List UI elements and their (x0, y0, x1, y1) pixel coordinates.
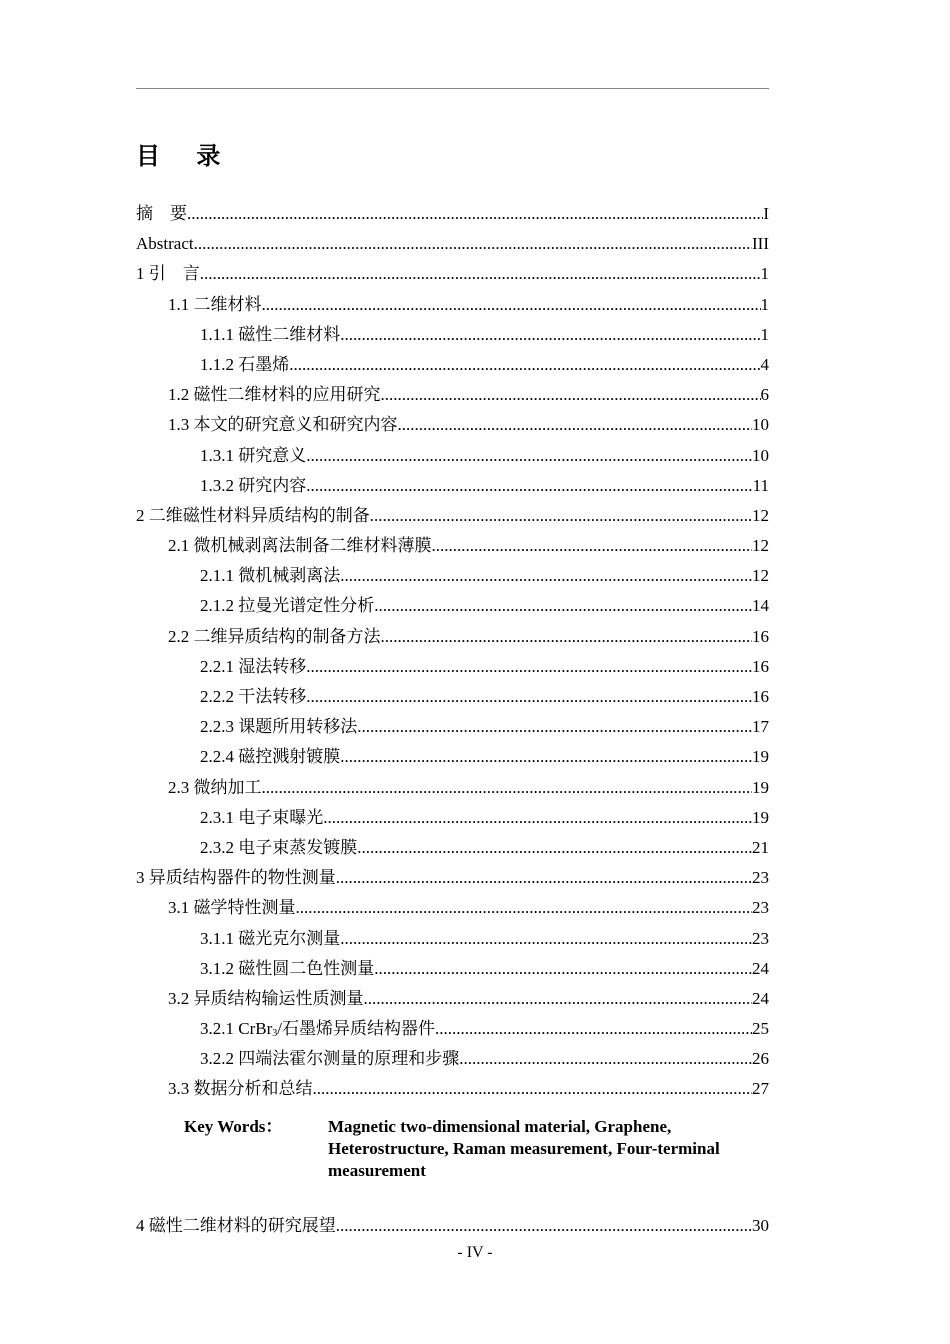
dot-leader (296, 893, 753, 923)
dot-leader (262, 290, 761, 320)
dot-leader (336, 863, 752, 893)
table-of-contents (136, 199, 769, 1105)
toc-entry-page: 1 (760, 324, 769, 344)
toc-entry[interactable] (136, 924, 769, 954)
toc-entry-label: 2.3.1 电子束曝光 (200, 807, 324, 827)
keywords-text: Magnetic two-dimensional material, Graphene, Heterostructure, Raman measurement, Four-terminal measurement (328, 1117, 720, 1180)
dot-leader (336, 1211, 752, 1241)
dot-leader (435, 1014, 752, 1044)
toc-entry-label: 1.1 二维材料 (168, 294, 262, 314)
dot-leader (340, 742, 752, 772)
toc-entry-page: 6 (760, 385, 769, 405)
dot-leader (194, 229, 752, 259)
toc-entry[interactable] (136, 622, 769, 652)
keywords-label: Key Words： (184, 1117, 283, 1136)
toc-entry-page: 19 (752, 807, 769, 827)
toc-entry-page: 11 (752, 475, 769, 495)
toc-entry-label: 1.3 本文的研究意义和研究内容 (168, 415, 398, 435)
toc-entry[interactable] (136, 591, 769, 621)
toc-entry-label-part: 3.2.1 CrBr (200, 1019, 273, 1039)
dot-leader (323, 803, 752, 833)
toc-entry-page: 12 (752, 505, 769, 525)
toc-entry-page: 17 (752, 717, 769, 737)
dot-leader (357, 712, 752, 742)
toc-entry-page: 26 (752, 1049, 769, 1069)
toc-entry-page: 12 (752, 566, 769, 586)
toc-entry[interactable] (136, 863, 769, 893)
toc-entry[interactable] (136, 471, 769, 501)
toc-entry[interactable] (136, 1074, 769, 1104)
toc-entry[interactable] (136, 773, 769, 803)
dot-leader (374, 591, 752, 621)
dot-leader (357, 833, 752, 863)
toc-entry-label: 2 二维磁性材料异质结构的制备 (136, 505, 370, 525)
toc-entry-label: 3.3 数据分析和总结 (168, 1079, 313, 1099)
toc-entry-label: 2.1 微机械剥离法制备二维材料薄膜 (168, 536, 432, 556)
toc-entry-page: 24 (752, 988, 769, 1008)
toc-entry[interactable] (136, 712, 769, 742)
toc-entry-label: 1.3.1 研究意义 (200, 445, 307, 465)
toc-entry-label: 4 磁性二维材料的研究展望 (136, 1216, 336, 1235)
dot-leader (374, 954, 752, 984)
toc-entry-page: 24 (752, 958, 769, 978)
toc-entry-last[interactable] (136, 1211, 769, 1241)
toc-entry[interactable] (136, 501, 769, 531)
toc-entry-page: III (752, 234, 769, 254)
toc-entry-page: 4 (760, 354, 769, 374)
toc-entry-page: 23 (752, 868, 769, 888)
toc-entry[interactable] (136, 652, 769, 682)
toc-entry-label: 1.1.1 磁性二维材料 (200, 324, 341, 344)
toc-entry-page: 14 (752, 596, 769, 616)
toc-entry[interactable] (136, 833, 769, 863)
toc-entry-page: 16 (752, 687, 769, 706)
toc-entry-label: 2.2.2 干法转移 (200, 687, 307, 706)
toc-entry-label-part: /石墨烯异质结构器件 (277, 1019, 435, 1039)
dot-leader (306, 682, 752, 712)
toc-entry[interactable] (136, 984, 769, 1014)
toc-entry-page: 19 (752, 747, 769, 767)
dot-leader (340, 561, 752, 591)
toc-entry-page: 16 (752, 626, 769, 646)
toc-entry-page: 1 (760, 294, 769, 314)
toc-entry[interactable] (136, 320, 769, 350)
toc-entry[interactable] (136, 410, 769, 440)
dot-leader (306, 471, 752, 501)
toc-entry-label: 1.3.2 研究内容 (200, 475, 307, 495)
toc-entry-label: 2.2.3 课题所用转移法 (200, 717, 358, 737)
toc-entry-page: 25 (752, 1019, 769, 1039)
toc-entry[interactable] (136, 380, 769, 410)
toc-entry-label: 2.2.1 湿法转移 (200, 656, 307, 676)
toc-entry[interactable] (136, 682, 769, 712)
toc-entry[interactable] (136, 199, 769, 229)
dot-leader (200, 259, 761, 289)
toc-entry-page: 12 (752, 536, 769, 556)
toc-entry-page: 10 (752, 445, 769, 465)
toc-entry-label: 2.3 微纳加工 (168, 777, 262, 797)
toc-entry-label: 摘 要 (136, 204, 187, 223)
dot-leader (340, 320, 760, 350)
toc-entry-label: 1.2 磁性二维材料的应用研究 (168, 385, 381, 405)
toc-entry-label: 1.1.2 石墨烯 (200, 354, 290, 374)
dot-leader (262, 773, 753, 803)
toc-entry[interactable] (136, 561, 769, 591)
toc-entry[interactable] (136, 350, 769, 380)
dot-leader (398, 410, 753, 440)
toc-entry[interactable] (136, 259, 769, 289)
dot-leader (313, 1074, 753, 1104)
toc-entry-page: 23 (752, 898, 769, 918)
toc-entry-page: 23 (752, 928, 769, 948)
subscript: 3 (272, 1028, 278, 1040)
toc-entry-label: 3 异质结构器件的物性测量 (136, 868, 336, 888)
toc-entry-page: 1 (760, 264, 769, 284)
dot-leader (306, 652, 752, 682)
dot-leader (381, 380, 761, 410)
toc-entry-label: 2.2 二维异质结构的制备方法 (168, 626, 381, 646)
toc-entry-page: I (763, 204, 769, 223)
toc-entry[interactable] (136, 441, 769, 471)
toc-entry-label: 2.1.1 微机械剥离法 (200, 566, 341, 586)
toc-entry-label: 2.1.2 拉曼光谱定性分析 (200, 596, 375, 616)
toc-entry[interactable] (136, 290, 769, 320)
dot-leader (306, 441, 752, 471)
toc-entry-page: 10 (752, 415, 769, 435)
dot-leader (187, 199, 763, 229)
toc-entry-label: 3.1.1 磁光克尔测量 (200, 928, 341, 948)
toc-entry[interactable] (136, 742, 769, 772)
header-rule (136, 88, 769, 89)
toc-entry-label: 2.3.2 电子束蒸发镀膜 (200, 837, 358, 857)
toc-entry-label: Abstract (136, 234, 194, 254)
page-number: - IV - (457, 1244, 493, 1261)
toc-entry-page: 30 (752, 1216, 769, 1235)
dot-leader (381, 622, 753, 652)
toc-entry-label: 3.2.2 四端法霍尔测量的原理和步骤 (200, 1049, 460, 1069)
toc-entry[interactable] (136, 229, 769, 259)
toc-entry[interactable] (136, 803, 769, 833)
toc-entry-page: 21 (752, 837, 769, 857)
dot-leader (432, 531, 753, 561)
toc-entry-label: 1 引 言 (136, 264, 200, 284)
toc-entry-label: 3.2 异质结构输运性质测量 (168, 988, 364, 1008)
toc-entry-page: 16 (752, 656, 769, 676)
toc-entry[interactable] (136, 531, 769, 561)
toc-entry[interactable] (136, 954, 769, 984)
toc-entry-page: 27 (752, 1079, 769, 1099)
dot-leader (340, 924, 752, 954)
toc-entry-page: 19 (752, 777, 769, 797)
toc-title: 目 录 (136, 142, 235, 170)
toc-entry[interactable] (136, 893, 769, 923)
dot-leader (289, 350, 760, 380)
dot-leader (459, 1044, 752, 1074)
toc-entry-label: 3.1.2 磁性圆二色性测量 (200, 958, 375, 978)
dot-leader (370, 501, 752, 531)
toc-entry[interactable] (136, 1014, 769, 1044)
dot-leader (364, 984, 753, 1014)
toc-entry-label: 3.1 磁学特性测量 (168, 898, 296, 918)
toc-entry[interactable] (136, 1044, 769, 1074)
toc-entry-label: 2.2.4 磁控溅射镀膜 (200, 747, 341, 767)
